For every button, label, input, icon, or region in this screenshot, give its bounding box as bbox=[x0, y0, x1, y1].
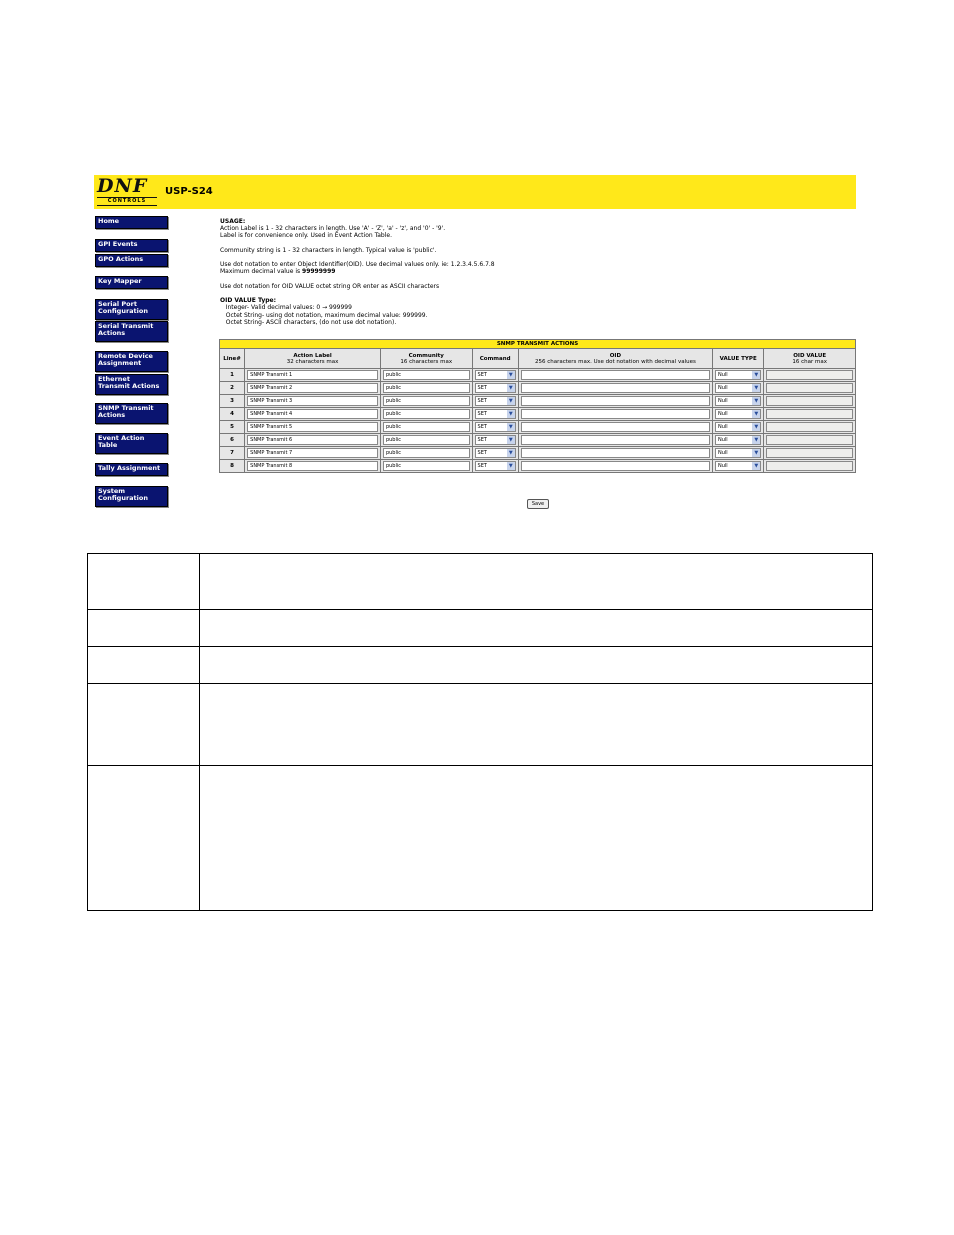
sidebar-item[interactable] bbox=[95, 299, 168, 320]
oid-value-input[interactable] bbox=[766, 461, 853, 471]
chevron-down-icon: ▼ bbox=[507, 371, 515, 379]
oid-value-input[interactable] bbox=[766, 448, 853, 458]
table-row bbox=[220, 408, 856, 421]
action-label-input[interactable]: SNMP Transmit 2 bbox=[247, 383, 378, 393]
value-type-select[interactable] bbox=[715, 461, 761, 471]
value-type-cell bbox=[713, 369, 764, 382]
logo-text: DNF bbox=[97, 175, 148, 197]
oid-input[interactable] bbox=[521, 448, 710, 458]
desc-cell bbox=[200, 766, 873, 911]
header-line: Line# bbox=[220, 349, 245, 369]
sidebar-item-label: SNMP Transmit bbox=[98, 404, 154, 412]
line-number: 4 bbox=[220, 408, 245, 421]
header-community: Community 16 characters max bbox=[380, 349, 472, 369]
sidebar-item-label: GPO Actions bbox=[98, 255, 144, 263]
action-label-cell bbox=[245, 382, 381, 395]
value-type-select[interactable] bbox=[715, 435, 761, 445]
sidebar-item[interactable] bbox=[95, 374, 168, 395]
command-select[interactable] bbox=[475, 409, 516, 419]
command-select[interactable] bbox=[475, 383, 516, 393]
value-type-select[interactable] bbox=[715, 409, 761, 419]
table-title: SNMP TRANSMIT ACTIONS bbox=[220, 340, 856, 349]
table-row bbox=[220, 382, 856, 395]
value-type-select[interactable] bbox=[715, 383, 761, 393]
value-type-value: Null bbox=[718, 424, 728, 430]
header-command: Command bbox=[472, 349, 518, 369]
desc-cell bbox=[88, 554, 200, 610]
oid-value-cell bbox=[764, 408, 856, 421]
command-value: SET bbox=[477, 463, 487, 469]
command-select[interactable] bbox=[475, 422, 516, 432]
command-value: SET bbox=[477, 372, 487, 378]
header-oid-value: OID VALUE 16 char max bbox=[764, 349, 856, 369]
header-oid: OID 256 characters max. Use dot notation with decimal values bbox=[518, 349, 712, 369]
sidebar-item-label: Key Mapper bbox=[98, 277, 142, 285]
community-cell bbox=[380, 382, 472, 395]
desc-cell bbox=[200, 554, 873, 610]
action-label-input[interactable]: SNMP Transmit 7 bbox=[247, 448, 378, 458]
logo-subtext: CONTROLS bbox=[97, 197, 157, 206]
sidebar-item-label: Configuration bbox=[98, 307, 148, 315]
chevron-down-icon: ▼ bbox=[752, 371, 760, 379]
table-row bbox=[220, 421, 856, 434]
sidebar-item-label: Assignment bbox=[98, 359, 142, 367]
community-input[interactable]: public bbox=[383, 422, 470, 432]
command-cell bbox=[472, 369, 518, 382]
table-row bbox=[220, 395, 856, 408]
community-cell bbox=[380, 408, 472, 421]
value-type-select[interactable] bbox=[715, 422, 761, 432]
value-type-cell bbox=[713, 382, 764, 395]
line-number: 7 bbox=[220, 447, 245, 460]
snmp-transmit-actions-table bbox=[219, 339, 856, 473]
community-cell bbox=[380, 460, 472, 473]
oid-value-cell bbox=[764, 421, 856, 434]
action-label-input[interactable]: SNMP Transmit 3 bbox=[247, 396, 378, 406]
oid-cell bbox=[518, 382, 712, 395]
sidebar-item-label: Configuration bbox=[98, 494, 148, 502]
usage-notes bbox=[220, 218, 495, 326]
oid-input[interactable] bbox=[521, 396, 710, 406]
sidebar-item-label: Remote Device bbox=[98, 352, 153, 360]
value-type-value: Null bbox=[718, 411, 728, 417]
save-button[interactable]: Save bbox=[527, 499, 549, 509]
command-cell bbox=[472, 421, 518, 434]
dnf-logo bbox=[97, 177, 157, 205]
usage-line: Community string is 1 - 32 characters in length. Typical value is 'public'. bbox=[220, 246, 437, 254]
chevron-down-icon: ▼ bbox=[507, 449, 515, 457]
desc-cell bbox=[200, 647, 873, 684]
oid-cell bbox=[518, 408, 712, 421]
value-type-cell bbox=[713, 434, 764, 447]
chevron-down-icon: ▼ bbox=[507, 410, 515, 418]
line-number: 5 bbox=[220, 421, 245, 434]
chevron-down-icon: ▼ bbox=[752, 449, 760, 457]
chevron-down-icon: ▼ bbox=[507, 384, 515, 392]
oid-value-cell bbox=[764, 434, 856, 447]
desc-cell bbox=[88, 647, 200, 684]
oid-value-input[interactable] bbox=[766, 422, 853, 432]
chevron-down-icon: ▼ bbox=[752, 423, 760, 431]
command-value: SET bbox=[477, 437, 487, 443]
sidebar-item-label: Serial Port bbox=[98, 300, 137, 308]
line-number: 1 bbox=[220, 369, 245, 382]
chevron-down-icon: ▼ bbox=[507, 423, 515, 431]
action-label-cell bbox=[245, 369, 381, 382]
command-cell bbox=[472, 434, 518, 447]
value-type-cell bbox=[713, 408, 764, 421]
command-value: SET bbox=[477, 411, 487, 417]
line-number: 8 bbox=[220, 460, 245, 473]
command-value: SET bbox=[477, 385, 487, 391]
oid-cell bbox=[518, 434, 712, 447]
oid-cell bbox=[518, 395, 712, 408]
sidebar-item-label: Ethernet bbox=[98, 375, 130, 383]
command-select[interactable] bbox=[475, 461, 516, 471]
command-value: SET bbox=[477, 424, 487, 430]
value-type-cell bbox=[713, 447, 764, 460]
line-number: 3 bbox=[220, 395, 245, 408]
community-cell bbox=[380, 447, 472, 460]
oid-input[interactable] bbox=[521, 435, 710, 445]
sidebar-item-label: Serial Transmit bbox=[98, 322, 154, 330]
chevron-down-icon: ▼ bbox=[507, 397, 515, 405]
oid-value-input[interactable] bbox=[766, 396, 853, 406]
value-type-cell bbox=[713, 395, 764, 408]
action-label-input[interactable]: SNMP Transmit 1 bbox=[247, 370, 378, 380]
command-cell bbox=[472, 408, 518, 421]
community-cell bbox=[380, 395, 472, 408]
header-action-label: Action Label 32 characters max bbox=[245, 349, 381, 369]
chevron-down-icon: ▼ bbox=[752, 410, 760, 418]
oid-input[interactable] bbox=[521, 409, 710, 419]
sidebar-item-label: GPI Events bbox=[98, 240, 138, 248]
action-label-cell bbox=[245, 460, 381, 473]
oid-type-line: Integer- Valid decimal values: 0 → 999999 bbox=[225, 304, 352, 312]
oid-type-line: Octet String- ASCII characters, (do not use dot notation). bbox=[225, 318, 397, 326]
community-input[interactable]: public bbox=[383, 383, 470, 393]
value-type-value: Null bbox=[718, 385, 728, 391]
desc-cell bbox=[88, 766, 200, 911]
chevron-down-icon: ▼ bbox=[752, 462, 760, 470]
community-input[interactable]: public bbox=[383, 409, 470, 419]
oid-cell bbox=[518, 369, 712, 382]
usage-line: Action Label is 1 - 32 characters in length. Use 'A' - 'Z', 'a' - 'z', and '0' - '9'. bbox=[220, 225, 446, 233]
command-cell bbox=[472, 382, 518, 395]
community-input[interactable]: public bbox=[383, 370, 470, 380]
oid-type-heading: OID VALUE Type: bbox=[220, 297, 277, 305]
command-select[interactable] bbox=[475, 370, 516, 380]
chevron-down-icon: ▼ bbox=[752, 384, 760, 392]
command-select[interactable] bbox=[475, 396, 516, 406]
sidebar-item-label: Actions bbox=[98, 411, 126, 419]
value-type-cell bbox=[713, 460, 764, 473]
chevron-down-icon: ▼ bbox=[507, 436, 515, 444]
sidebar-item-label: Transmit Actions bbox=[98, 382, 160, 390]
chevron-down-icon: ▼ bbox=[752, 436, 760, 444]
description-table bbox=[87, 553, 873, 911]
value-type-select[interactable] bbox=[715, 448, 761, 458]
action-label-input[interactable]: SNMP Transmit 8 bbox=[247, 461, 378, 471]
sidebar-item[interactable] bbox=[95, 463, 168, 476]
value-type-value: Null bbox=[718, 372, 728, 378]
command-cell bbox=[472, 447, 518, 460]
oid-input[interactable] bbox=[521, 383, 710, 393]
oid-value-input[interactable] bbox=[766, 435, 853, 445]
oid-value-input[interactable] bbox=[766, 383, 853, 393]
header-value-type: VALUE TYPE bbox=[713, 349, 764, 369]
oid-value-cell bbox=[764, 460, 856, 473]
value-type-select[interactable] bbox=[715, 370, 761, 380]
action-label-cell bbox=[245, 408, 381, 421]
action-label-input[interactable]: SNMP Transmit 6 bbox=[247, 435, 378, 445]
desc-cell bbox=[88, 684, 200, 766]
sidebar-item[interactable] bbox=[95, 486, 168, 507]
oid-input[interactable] bbox=[521, 461, 710, 471]
community-cell bbox=[380, 369, 472, 382]
action-label-input[interactable]: SNMP Transmit 5 bbox=[247, 422, 378, 432]
usage-heading: USAGE: bbox=[220, 218, 246, 225]
action-label-cell bbox=[245, 447, 381, 460]
value-type-value: Null bbox=[718, 437, 728, 443]
oid-value-cell bbox=[764, 395, 856, 408]
chevron-down-icon: ▼ bbox=[752, 397, 760, 405]
community-input[interactable]: public bbox=[383, 448, 470, 458]
command-cell bbox=[472, 460, 518, 473]
oid-input[interactable] bbox=[521, 422, 710, 432]
sidebar-item[interactable] bbox=[95, 239, 168, 252]
oid-cell bbox=[518, 447, 712, 460]
usage-line: Use dot notation for OID VALUE octet string OR enter as ASCII characters bbox=[220, 282, 440, 290]
action-label-cell bbox=[245, 421, 381, 434]
action-label-cell bbox=[245, 434, 381, 447]
oid-cell bbox=[518, 460, 712, 473]
sidebar-item-label: System bbox=[98, 487, 126, 495]
chevron-down-icon: ▼ bbox=[507, 462, 515, 470]
max-decimal-value: 99999999 bbox=[302, 268, 336, 276]
sidebar-item-label: Event Action bbox=[98, 434, 145, 442]
value-type-select[interactable] bbox=[715, 396, 761, 406]
line-number: 2 bbox=[220, 382, 245, 395]
value-type-cell bbox=[713, 421, 764, 434]
community-input[interactable]: public bbox=[383, 435, 470, 445]
sidebar-item[interactable] bbox=[95, 254, 168, 267]
desc-cell bbox=[200, 684, 873, 766]
table-row bbox=[220, 434, 856, 447]
command-value: SET bbox=[477, 450, 487, 456]
community-input[interactable]: public bbox=[383, 396, 470, 406]
table-row bbox=[220, 447, 856, 460]
value-type-value: Null bbox=[718, 463, 728, 469]
sidebar-item[interactable] bbox=[95, 403, 168, 424]
community-input[interactable]: public bbox=[383, 461, 470, 471]
sidebar-item[interactable] bbox=[95, 321, 168, 342]
table-row bbox=[220, 369, 856, 382]
sidebar-item[interactable] bbox=[95, 276, 168, 289]
oid-value-cell bbox=[764, 369, 856, 382]
table-row bbox=[220, 460, 856, 473]
sidebar-item-label: Tally Assignment bbox=[98, 464, 161, 472]
desc-cell bbox=[200, 610, 873, 647]
community-cell bbox=[380, 421, 472, 434]
sidebar-item-label: Home bbox=[98, 217, 120, 225]
oid-value-cell bbox=[764, 382, 856, 395]
sidebar-item[interactable] bbox=[95, 216, 168, 229]
command-cell bbox=[472, 395, 518, 408]
header-banner bbox=[94, 175, 856, 209]
oid-value-input[interactable] bbox=[766, 409, 853, 419]
command-select[interactable] bbox=[475, 435, 516, 445]
command-select[interactable] bbox=[475, 448, 516, 458]
community-cell bbox=[380, 434, 472, 447]
usage-line: Use dot notation to enter Object Identifier(OID). Use decimal values only. ie: 1.2.3.4.5.6.7.8 bbox=[220, 261, 495, 269]
oid-cell bbox=[518, 421, 712, 434]
action-label-cell bbox=[245, 395, 381, 408]
usage-line: Label is for convenience only. Used in Event Action Table. bbox=[220, 232, 392, 240]
oid-value-input[interactable] bbox=[766, 370, 853, 380]
sidebar-item-label: Actions bbox=[98, 329, 126, 337]
sidebar-item[interactable] bbox=[95, 433, 168, 454]
oid-type-line: Octet String- using dot notation, maximum decimal value: 999999. bbox=[225, 311, 428, 319]
sidebar-item[interactable] bbox=[95, 351, 168, 372]
sidebar-item-label: Table bbox=[98, 441, 118, 449]
action-label-input[interactable]: SNMP Transmit 4 bbox=[247, 409, 378, 419]
value-type-value: Null bbox=[718, 398, 728, 404]
value-type-value: Null bbox=[718, 450, 728, 456]
usage-line: Maximum decimal value is bbox=[220, 268, 303, 276]
product-name: USP-S24 bbox=[165, 186, 213, 197]
oid-input[interactable] bbox=[521, 370, 710, 380]
oid-value-cell bbox=[764, 447, 856, 460]
line-number: 6 bbox=[220, 434, 245, 447]
command-value: SET bbox=[477, 398, 487, 404]
desc-cell bbox=[88, 610, 200, 647]
